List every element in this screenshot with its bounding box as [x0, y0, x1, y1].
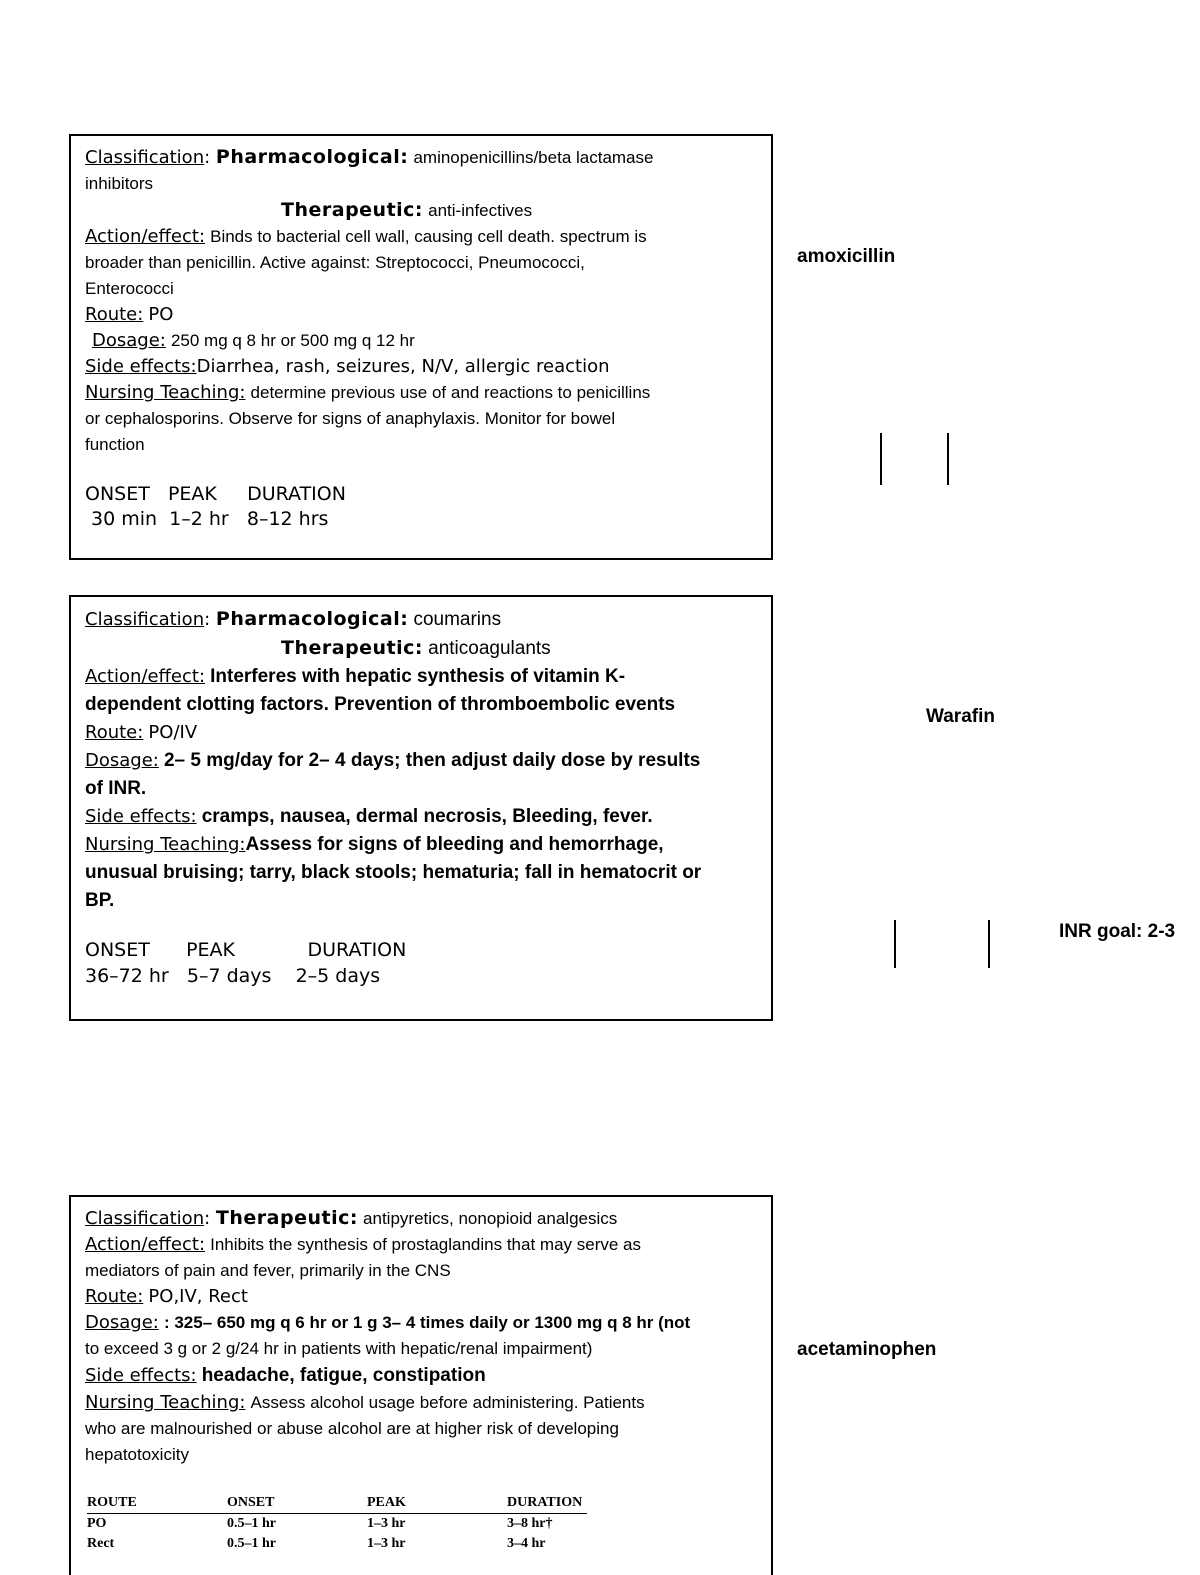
- nursing-value-line2: unusual bruising; tarry, black stools; hematuria; fall in hematocrit or: [85, 862, 702, 883]
- drug-name-acetaminophen: acetaminophen: [797, 1339, 937, 1360]
- classification-label: Classification: [85, 1208, 205, 1229]
- route-value: PO/IV: [148, 722, 198, 743]
- side-effects-label: Side effects:: [85, 356, 197, 377]
- table-cell: 0.5–1 hr: [227, 1536, 276, 1551]
- route-label: Route:: [85, 304, 144, 325]
- table-header: ROUTE: [87, 1493, 227, 1514]
- therapeutic-label: Therapeutic:: [215, 1207, 358, 1229]
- table-row: [87, 1514, 587, 1535]
- table-cell: 3–8 hr†: [507, 1516, 553, 1531]
- therapeutic-label: Therapeutic:: [281, 637, 424, 659]
- route-timing-table: [87, 1493, 587, 1554]
- therapeutic-label: Therapeutic:: [281, 199, 424, 221]
- table-cell: 0.5–1 hr: [227, 1516, 276, 1531]
- side-effects-label: Side effects:: [85, 1365, 197, 1386]
- table-header: PEAK: [367, 1493, 507, 1514]
- table-header: ONSET: [227, 1493, 367, 1514]
- nursing-value-line3: function: [85, 435, 145, 454]
- vertical-rule: [988, 920, 990, 968]
- side-effects-value: Diarrhea, rash, seizures, N/V, allergic reaction: [196, 356, 610, 377]
- nursing-label: Nursing Teaching:: [85, 382, 246, 403]
- drug-name-amoxicillin: amoxicillin: [797, 246, 896, 267]
- table-cell: 1–3 hr: [367, 1516, 406, 1531]
- action-value: Inhibits the synthesis of prostaglandins that may serve as: [210, 1235, 642, 1254]
- side-effects-label: Side effects:: [85, 806, 197, 827]
- table-header: DURATION: [507, 1493, 587, 1514]
- table-cell: 1–3 hr: [367, 1536, 406, 1551]
- pharmacological-value-cont: inhibitors: [85, 174, 154, 193]
- nursing-value: Assess for signs of bleeding and hemorrhage,: [245, 834, 664, 855]
- inr-goal-note: INR goal: 2-3: [1059, 921, 1176, 942]
- dosage-value-line2: of INR.: [85, 778, 147, 799]
- nursing-value-line2: or cephalosporins. Observe for signs of anaphylaxis. Monitor for bowel: [85, 409, 616, 428]
- action-value-line2: dependent clotting factors. Prevention of thromboembolic events: [85, 694, 676, 715]
- dosage-label: Dosage:: [85, 1312, 159, 1333]
- classification-label: Classification: [85, 147, 205, 168]
- drug-name-warafin: Warafin: [926, 706, 995, 727]
- action-value-line2: mediators of pain and fever, primarily in the CNS: [85, 1261, 451, 1280]
- action-value: Binds to bacterial cell wall, causing cell death. spectrum is: [210, 227, 647, 246]
- vertical-rule: [894, 920, 896, 968]
- pharmacological-value: coumarins: [413, 609, 502, 630]
- action-label: Action/effect:: [85, 226, 206, 247]
- pharmacological-label: Pharmacological:: [215, 608, 409, 630]
- route-value: PO,IV, Rect: [148, 1286, 248, 1307]
- nursing-value-line3: BP.: [85, 890, 115, 911]
- drug-card-amoxicillin: Classification: Pharmacological: aminopenicillins/beta lactamase inhibitors Therapeutic: anti-infectives Action/effect: Binds to bacterial cell wall, causing cell death. spectrum is broader than penicillin. Active against: Streptococci, Pneumococci, Enterococci Route: PO Dosage: 250 mg q 8 hr or 500 mg q 12 hr Side effects:Diarrhea, rash, seizures, N/V, allergic reaction Nursing Teaching: determine previous use of and reactions to penicillins or cephalosporins. Observe for signs of anaphylaxis. Monitor for bowel function ONSET PEAK DURATION 30 min 1–2 hr 8–12 hrs: [69, 134, 773, 560]
- therapeutic-value: antipyretics, nonopioid analgesics: [363, 1209, 618, 1228]
- action-value-line3: Enterococci: [85, 279, 174, 298]
- pharmacological-value: aminopenicillins/beta lactamase: [413, 148, 654, 167]
- route-label: Route:: [85, 1286, 144, 1307]
- action-value: Interferes with hepatic synthesis of vitamin K-: [210, 666, 626, 687]
- timing-values: 36–72 hr 5–7 days 2–5 days: [85, 965, 381, 987]
- route-label: Route:: [85, 722, 144, 743]
- vertical-rule: [880, 433, 882, 485]
- table-cell: Rect: [87, 1536, 115, 1551]
- nursing-value: determine previous use of and reactions to penicillins: [250, 383, 651, 402]
- dosage-value: 2– 5 mg/day for 2– 4 days; then adjust daily dose by results: [163, 750, 701, 771]
- timing-header: ONSET PEAK DURATION: [85, 483, 346, 505]
- classification-label: Classification: [85, 609, 205, 630]
- nursing-label: Nursing Teaching:: [85, 834, 246, 855]
- therapeutic-value: anti-infectives: [428, 201, 533, 220]
- dosage-value: : 325– 650 mg q 6 hr or 1 g 3– 4 times daily or 1300 mg q 8 hr (not: [163, 1313, 691, 1332]
- side-effects-value: headache, fatigue, constipation: [201, 1365, 486, 1386]
- dosage-label: Dosage:: [92, 330, 166, 351]
- drug-card-acetaminophen: Classification: Therapeutic: antipyretics, nonopioid analgesics Action/effect: Inhibits the synthesis of prostaglandins that may serve as mediators of pain and fever, primarily in the CNS Route: PO,IV, Rect Dosage: : 325– 650 mg q 6 hr or 1 g 3– 4 times daily or 1300 mg q 8 hr (not to exceed 3 g or 2 g/24 hr in patients with hepatic/renal impairment) Side effects: headache, fatigue, constipation Nursing Teaching: Assess alcohol usage before administering. Patients who are malnourished or abuse alcohol are at higher risk of developing hepatotoxicity ROUTE ONSET PEAK DURATION PO 0.5–1 hr 1–3 hr 3–8 hr† Rect 0.5–1 hr 1–3 hr 3–4 hr: [69, 1195, 773, 1575]
- drug-card-warafin: Classification: Pharmacological: coumarins Therapeutic: anticoagulants Action/effect: Interferes with hepatic synthesis of vitamin K- dependent clotting factors. Prevention of thromboembolic events Route: PO/IV Dosage: 2– 5 mg/day for 2– 4 days; then adjust daily dose by results of INR. Side effects: cramps, nausea, dermal necrosis, Bleeding, fever. Nursing Teaching:Assess for signs of bleeding and hemorrhage, unusual bruising; tarry, black stools; hematuria; fall in hematocrit or BP. ONSET PEAK DURATION 36–72 hr 5–7 days 2–5 days: [69, 595, 773, 1021]
- action-value-line2: broader than penicillin. Active against: Streptococci, Pneumococci,: [85, 253, 585, 272]
- table-cell: PO: [87, 1516, 107, 1531]
- action-label: Action/effect:: [85, 666, 206, 687]
- dosage-value-line2: to exceed 3 g or 2 g/24 hr in patients with hepatic/renal impairment): [85, 1339, 593, 1358]
- nursing-value: Assess alcohol usage before administering. Patients: [250, 1393, 645, 1412]
- action-label: Action/effect:: [85, 1234, 206, 1255]
- pharmacological-label: Pharmacological:: [215, 146, 409, 168]
- route-value: PO: [148, 304, 174, 325]
- therapeutic-value: anticoagulants: [428, 638, 551, 659]
- nursing-value-line3: hepatotoxicity: [85, 1445, 189, 1464]
- timing-header: ONSET PEAK DURATION: [85, 939, 407, 961]
- table-header-row: [87, 1493, 587, 1514]
- nursing-value-line2: who are malnourished or abuse alcohol are at higher risk of developing: [85, 1419, 619, 1438]
- side-effects-value: cramps, nausea, dermal necrosis, Bleeding, fever.: [201, 806, 653, 827]
- dosage-value: 250 mg q 8 hr or 500 mg q 12 hr: [170, 331, 415, 350]
- table-cell: 3–4 hr: [507, 1536, 546, 1551]
- vertical-rule: [947, 433, 949, 485]
- timing-values: 30 min 1–2 hr 8–12 hrs: [85, 508, 329, 530]
- dosage-label: Dosage:: [85, 750, 159, 771]
- table-row: [87, 1534, 587, 1554]
- nursing-label: Nursing Teaching:: [85, 1392, 246, 1413]
